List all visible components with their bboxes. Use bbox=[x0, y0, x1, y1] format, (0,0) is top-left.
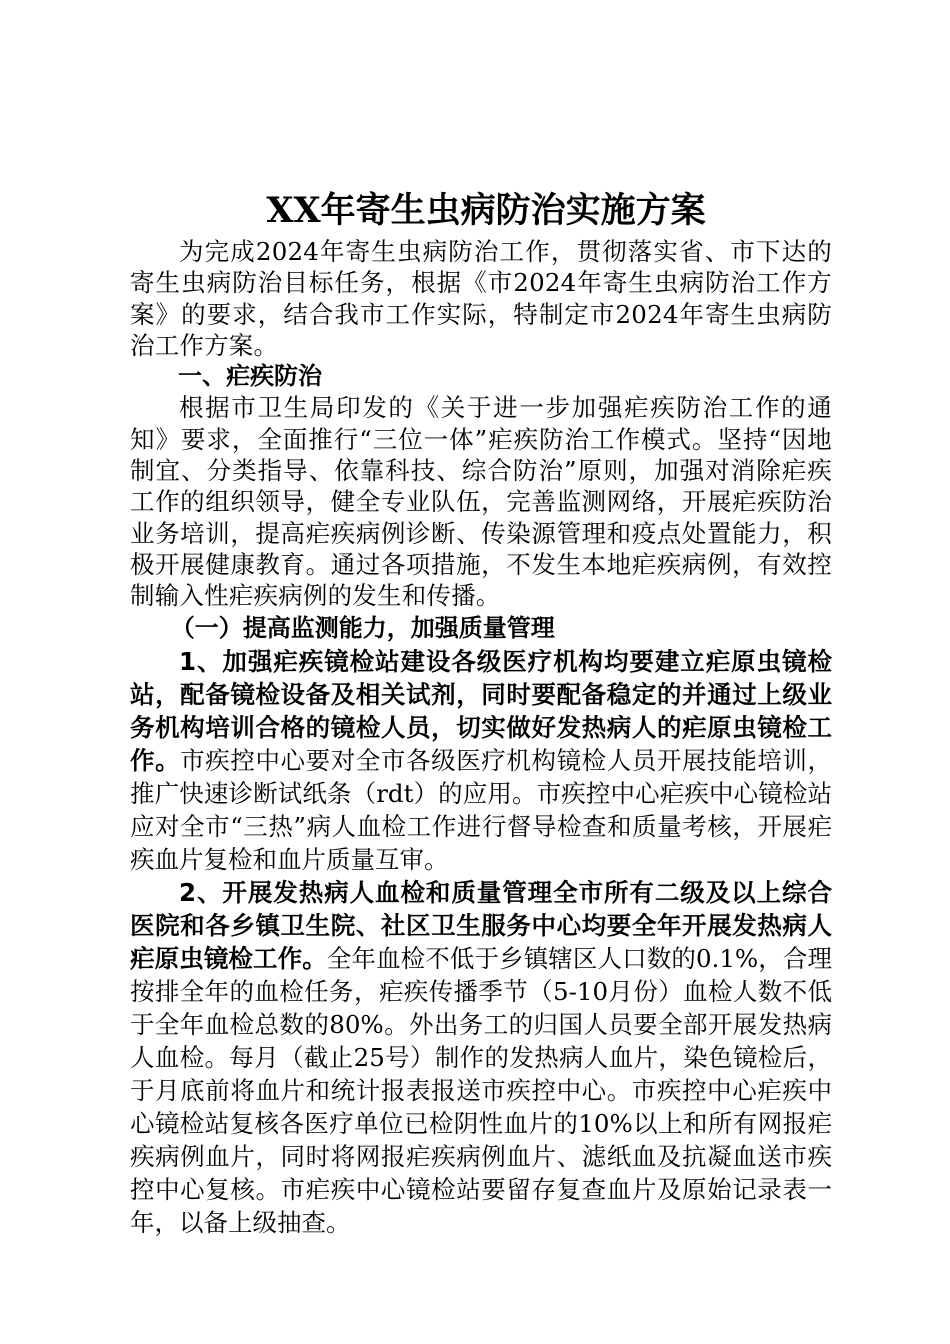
document-title: XX年寄生虫病防治实施方案 bbox=[266, 190, 706, 231]
subsection-heading-monitoring: （一）提高监测能力，加强质量管理 bbox=[170, 613, 555, 642]
item-1-paragraph bbox=[130, 645, 832, 876]
section-body-malaria: 根据市卫生局印发的《关于进一步加强疟疾防治工作的通知》要求，全面推行“三位一体”疟疾防治工作模式。坚持“因地制宜、分类指导、依靠科技、综合防治”原则，加强对消除疟疾工作的组织领导，健全专业队伍，完善监测网络，开展疟疾防治业务培训，提高疟疾病例诊断、传染源管理和疫点处置能力，积极开展健康教育。通过各项措施，不发生本地疟疾病例，有效控制输入性疟疾病例的发生和传播。 bbox=[130, 393, 832, 611]
item-2-body: 全年血检不低于乡镇辖区人口数的0.1%，合理按排全年的血检任务，疟疾传播季节（5-10月份）血检人数不低于全年血检总数的80%。外出务工的归国人员要全部开展发热病人血检。每月（截止25号）制作的发热病人血片，染色镜检后，于月底前将血片和统计报表报送市疾控中心。市疾控中心疟疾中心镜检站复核各医疗单位已检阴性血片的10%以上和所有网报疟疾病例血片，同时将网报疟疾病例血片、滤纸血及抗凝血送市疾控中心复核。市疟疾中心镜检站要留存复查血片及原始记录表一年，以备上级抽查。 bbox=[130, 943, 833, 1237]
item-1-lead: 1、加强疟疾镜检站建设各级医疗机构均要建立疟原虫镜检站，配备镜检设备及相关试剂，同时要配备稳定的并通过上级业务机构培训合格的镜检人员，切实做好发热病人的疟原虫镜检工作。 bbox=[130, 646, 832, 775]
section-heading-malaria: 一、疟疾防治 bbox=[178, 362, 322, 391]
intro-paragraph: 为完成2024年寄生虫病防治工作，贯彻落实省、市下达的寄生虫病防治目标任务，根据《市2024年寄生虫病防治工作方案》的要求，结合我市工作实际，特制定市2024年寄生虫病防治工作方案。 bbox=[130, 237, 832, 360]
item-2-paragraph bbox=[130, 876, 832, 1239]
item-1-body: 市疾控中心要对全市各级医疗机构镜检人员开展技能培训，推广快速诊断试纸条（rdt）的应用。市疾控中心疟疾中心镜检站应对全市“三热”病人血检工作进行督导检查和质量考核，开展疟疾血片复检和血片质量互审。 bbox=[130, 745, 832, 874]
item-2-lead: 2、开展发热病人血检和质量管理全市所有二级及以上综合医院和各乡镇卫生院、社区卫生服务中心均要全年开展发热病人疟原虫镜检工作。 bbox=[130, 877, 832, 973]
